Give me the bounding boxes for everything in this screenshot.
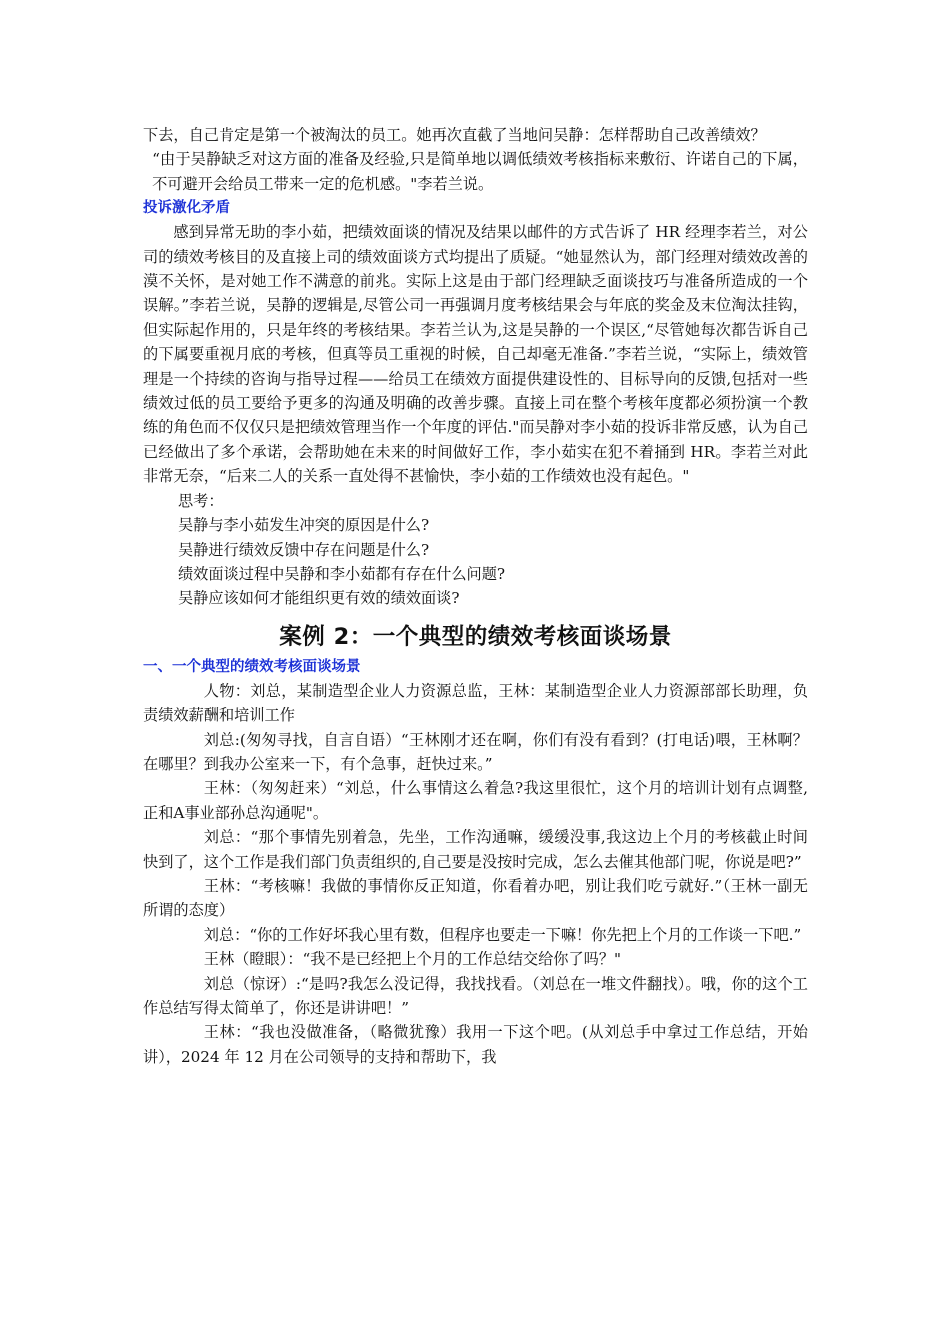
question-4: 吴静应该如何才能组织更有效的绩效面谈? [177, 589, 460, 608]
paragraph-intro-continued: 下去，自己肯定是第一个被淘汰的员工。她再次直截了当地问吴静：怎样帮助自己改善绩效？ [143, 126, 766, 144]
dialogue-line: 王林：“考核嘛！我做的事情你反正知道，你看着办吧，别让我们吃亏就好.”（王林一副无所谓的态度） [143, 876, 808, 920]
question-3: 绩效面谈过程中吴静和李小茹都有存在什么问题? [177, 564, 506, 583]
paragraph-complaint-body: 感到异常无助的李小茹，把绩效面谈的情况及结果以邮件的方式告诉了 HR 经理李若兰，对公司的绩效考核目的及直接上司的绩效面谈方式均提出了质疑。“她显然认为，部门经理对绩效改善的漠不关怀，是对她工作不满意的前兆。实际上这是由于部门经理缺乏面谈技巧与准备所造成的一个误解。”李若兰说，吴静的逻辑是,尽管公司一再强调月度考核结果会与年底的奖金及末位淘汰挂钩，但实际起作用的，只是年终的考核结果。李若兰认为,这是吴静的一个误区,“尽管她每次都告诉自己的下属要重视月底的考核，但真等员工重视的时候，自己却毫无准备.”李若兰说，“实际上，绩效管理是一个持续的咨询与指导过程——给员工在绩效方面提供建设性的、目标导向的反馈,包括对一些绩效过低的员工要给予更多的沟通及明确的改善步骤。直接上司在整个考核年度都必须扮演一个教练的角色而不仅仅只是把绩效管理当作一个年度的评估."而吴静对李小茹的投诉非常反感，认为自己已经做出了多个承诺，会帮助她在未来的时间做好工作，李小茹实在犯不着捅到 HR。李若兰对此非常无奈，“后来二人的关系一直处得不甚愉快，李小茹的工作绩效也没有起色。" [143, 223, 808, 486]
question-1: 吴静与李小茹发生冲突的原因是什么? [177, 516, 430, 535]
dialogue-line: 王林（瞪眼）：“我不是已经把上个月的工作总结交给你了吗？" [203, 950, 622, 969]
dialogue-line: 刘总（惊讶）:“是吗?我怎么没记得，我找找看。（刘总在一堆文件翻找）。哦，你的这个工作总结写得太简单了，你还是讲讲吧！” [143, 974, 808, 1017]
dialogue-characters: 人物：刘总，某制造型企业人力资源总监，王林：某制造型企业人力资源部部长助理，负责绩效薪酬和培训工作 [143, 681, 808, 725]
section-heading-scenario: 一、一个典型的绩效考核面谈场景 [143, 658, 361, 675]
paragraph-quote-li-ruolan: “由于吴静缺乏对这方面的准备及经验,只是简单地以调低绩效考核指标来敷衍、许诺自己的下属，不可避开会给员工带来一定的危机感。"李若兰说。 [152, 150, 808, 193]
dialogue-line: 王林：（匆匆赶来）“刘总，什么事情这么着急?我这里很忙，这个月的培训计划有点调整,正和A事业部孙总沟通呢"。 [143, 779, 808, 822]
section-heading-complaint: 投诉激化矛盾 [143, 200, 230, 217]
document-page [143, 123, 808, 1069]
thinking-label: 思考： [177, 491, 224, 510]
dialogue-line: 刘总：“那个事情先别着急，先坐，工作沟通嘛，缓缓没事,我这边上个月的考核截止时间快到了，这个工作是我们部门负责组织的,自己要是没按时完成，怎么去催其他部门呢，你说是吧?” [143, 828, 808, 871]
dialogue-line: 刘总：“你的工作好坏我心里有数，但程序也要走一下嘛！你先把上个月的工作谈一下吧.” [203, 925, 802, 944]
dialogue-line: 王林：“我也没做准备，（略微犹豫）我用一下这个吧。(从刘总手中拿过工作总结，开始讲），2024 年 12 月在公司领导的支持和帮助下，我 [143, 1023, 808, 1066]
case-2-title: 案例 2：一个典型的绩效考核面谈场景 [279, 623, 672, 650]
question-2: 吴静进行绩效反馈中存在问题是什么? [177, 540, 430, 559]
dialogue-line: 刘总:(匆匆寻找，自言自语）“王林刚才还在啊，你们有没有看到？(打电话)喂，王林啊？在哪里？到我办公室来一下，有个急事，赶快过来。” [143, 730, 808, 773]
